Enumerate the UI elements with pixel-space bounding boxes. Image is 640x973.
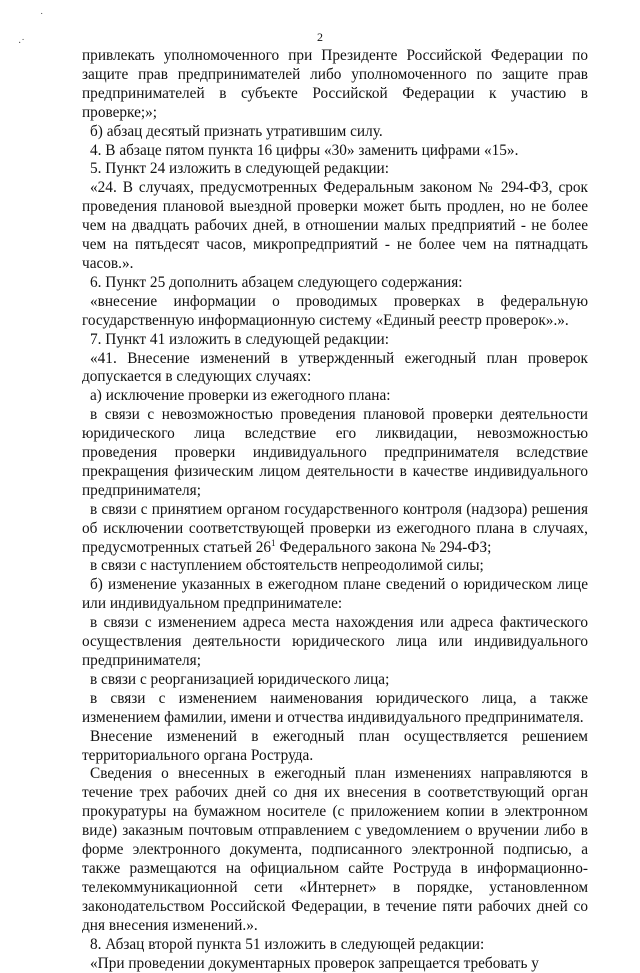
paragraph: «41. Внесение изменений в утвержденный ежегодный план проверок допускается в следующих случаях:: [82, 350, 588, 388]
scan-mark-left: ·˙: [18, 38, 25, 49]
paragraph: в связи с изменением наименования юридического лица, а также изменением фамилии, имени и отчества индивидуального предпринимателя.: [82, 690, 588, 728]
paragraph: Внесение изменений в ежегодный план осуществляется решением территориального органа Роструда.: [82, 728, 588, 766]
paragraph: [82, 501, 588, 558]
paragraph: в связи с невозможностью проведения плановой проверки деятельности юридического лица вследствие его ликвидации, невозможностью проведения проверки индивидуального предпринимателя вследствие прекращения физическим лицом деятельности в качестве индивидуального предпринимателя;: [82, 406, 588, 501]
page-number: 2: [0, 30, 640, 45]
paragraph: «внесение информации о проводимых проверках в федеральную государственную информационную систему «Единый реестр проверок».».: [82, 293, 588, 331]
paragraph: 5. Пункт 24 изложить в следующей редакции:: [82, 160, 588, 179]
paragraph: а) исключение проверки из ежегодного плана:: [82, 387, 588, 406]
paragraph: привлекать уполномоченного при Президенте Российской Федерации по защите прав предпринимателей либо уполномоченного по защите прав предпринимателей в субъекте Российской Федерации к участию в проверке;»;: [82, 47, 588, 123]
scan-mark-top: ˙: [40, 12, 43, 23]
paragraph: 4. В абзаце пятом пункта 16 цифры «30» заменить цифрами «15».: [82, 142, 588, 161]
paragraph: «При проведении документарных проверок запрещается требовать у: [82, 955, 588, 973]
paragraph: в связи с реорганизацией юридического лица;: [82, 671, 588, 690]
paragraph: 8. Абзац второй пункта 51 изложить в следующей редакции:: [82, 936, 588, 955]
paragraph: «24. В случаях, предусмотренных Федеральным законом № 294-ФЗ, срок проведения плановой выездной проверки может быть продлен, но не более чем на двадцать рабочих дней, в отношении малых предприятий - не более чем на пятьдесят часов, микропредприятий - не более чем на пятнадцать часов.».: [82, 179, 588, 274]
paragraph: б) абзац десятый признать утратившим силу.: [82, 123, 588, 142]
paragraph: 7. Пункт 41 изложить в следующей редакции:: [82, 331, 588, 350]
paragraph: в связи с изменением адреса места нахождения или адреса фактического осуществления деятельности юридического лица или индивидуального предпринимателя;: [82, 614, 588, 671]
paragraph: 6. Пункт 25 дополнить абзацем следующего содержания:: [82, 274, 588, 293]
paragraph: Сведения о внесенных в ежегодный план изменениях направляются в течение трех рабочих дней со дня их внесения в соответствующий орган прокуратуры на бумажном носителе (с приложением копии в электронном виде) заказным почтовым отправлением с уведомлением о вручении либо в форме электронного документа, подписанного электронной подписью, а также размещаются на официальном сайте Роструда в информационно-телекоммуникационной сети «Интернет» в порядке, установленном законодательством Российской Федерации, в течение пяти рабочих дней со дня внесения изменений.».: [82, 765, 588, 935]
paragraph-text: в связи с принятием органом государственного контроля (надзора) решения об исключении соответствующей проверки из ежегодного плана в случаях, предусмотренных статьей 26: [82, 501, 588, 556]
document-body: [82, 47, 588, 973]
paragraph: в связи с наступлением обстоятельств непреодолимой силы;: [82, 557, 588, 576]
paragraph-tail: Федерального закона № 294-ФЗ;: [276, 539, 492, 556]
paragraph: б) изменение указанных в ежегодном плане сведений о юридическом лице или индивидуальном предпринимателе:: [82, 576, 588, 614]
footnote-superscript: 1: [271, 537, 276, 547]
